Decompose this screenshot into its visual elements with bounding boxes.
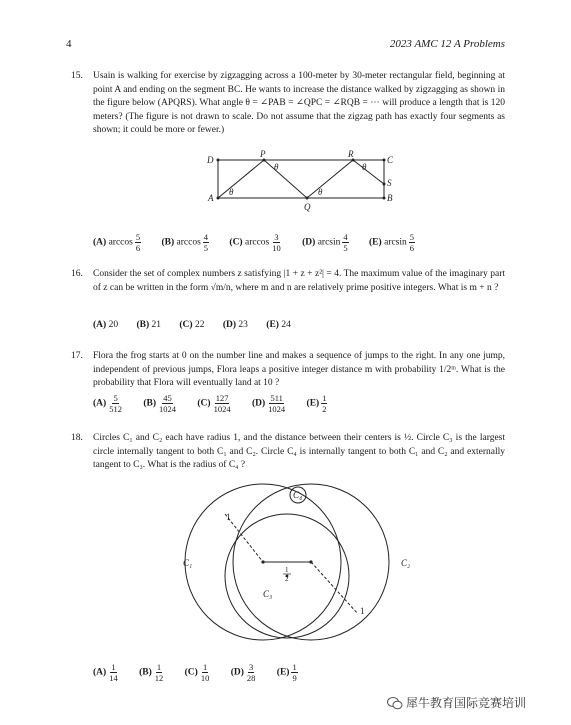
- label-r: R: [348, 149, 354, 159]
- problem-15: [71, 70, 505, 138]
- choice-15-d[interactable]: (D) arcsin $\frac{4}{5}$: [302, 232, 348, 253]
- choice-15-e[interactable]: (E) arcsin $\frac{5}{6}$: [369, 232, 414, 253]
- problem-text: Usain is walking for exercise by zigzagging across a 100-meter by 30-meter rectangular field, beginning at point A and ending on the segment BC. He wants to increase the distance walked by zigzagging as shown in the figure below (APQRS). What angle θ = ∠PAB = ∠QPC = ∠RQB = ⋯ will produce a length that is 120 meters? (The figure is not drawn to scale. Do not assume that the zigzag path has exactly four segments as shown; it could be more or fewer.): [93, 71, 505, 135]
- label-half-num: 1: [285, 566, 289, 574]
- choices-17: [93, 393, 513, 414]
- choice-17-b[interactable]: (B) $\frac{45}{1024}$: [143, 393, 176, 414]
- problem-17: [71, 350, 505, 391]
- wechat-icon: [387, 697, 403, 710]
- problem-16: [71, 268, 505, 295]
- watermark: [387, 694, 526, 711]
- page-number: 4: [66, 38, 72, 50]
- problem-18: [71, 432, 505, 473]
- label-b: B: [387, 193, 393, 203]
- choice-17-c[interactable]: (C) $\frac{127}{1024}$: [197, 393, 231, 414]
- theta-r: θ: [362, 162, 367, 172]
- choice-17-d[interactable]: (D) $\frac{511}{1024}$: [251, 393, 286, 414]
- choice-16-c[interactable]: (C) 22: [179, 320, 205, 330]
- problem-text: Consider the set of complex numbers z satisfying |1 + z + z²| = 4. The maximum value of the imaginary part of z can be written in the form √m/n, where m and n are relatively prime positive integers. What is m + n ?: [93, 269, 505, 293]
- label-s: S: [387, 178, 392, 188]
- choice-16-d[interactable]: (D) 23: [222, 320, 248, 330]
- choices-16: [93, 320, 513, 330]
- problem-number: 15.: [71, 71, 83, 81]
- label-c4: C₄: [293, 490, 303, 500]
- problem-text: Circles C₁ and C₂ each have radius 1, and the distance between their centers is ½. Circle C₃ is the largest circle internally tangent to both C₁ and C₂. Circle C₄ is internally tangent to both C₁ and C₂ and externally tangent to C₃. What is the radius of C₄ ?: [93, 433, 505, 470]
- choice-15-c[interactable]: (C) arccos $\frac{3}{10}$: [229, 232, 281, 253]
- choice-15-b[interactable]: (B) arccos $\frac{4}{5}$: [161, 232, 209, 253]
- problem-number: 18.: [71, 433, 83, 443]
- theta-a: θ: [229, 187, 234, 197]
- choice-16-b[interactable]: (B) 21: [136, 320, 161, 330]
- choice-18-d[interactable]: (D) $\frac{3}{28}$: [230, 662, 256, 683]
- label-d: D: [207, 155, 214, 165]
- zigzag-figure: [200, 148, 400, 214]
- choice-16-e[interactable]: (E) 24: [266, 320, 291, 330]
- choice-18-c[interactable]: (C) $\frac{1}{10}$: [184, 662, 210, 683]
- label-p: P: [260, 149, 266, 159]
- choice-15-a[interactable]: (A) arccos $\frac{5}{6}$: [93, 232, 141, 253]
- choice-18-a[interactable]: (A) $\frac{1}{14}$: [93, 662, 118, 683]
- label-radius-1a: 1: [226, 512, 231, 522]
- label-c: C: [387, 155, 394, 165]
- label-radius-1b: 1: [360, 606, 365, 616]
- choice-18-b[interactable]: (B) $\frac{1}{12}$: [139, 662, 164, 683]
- choice-18-e[interactable]: (E) $\frac{1}{9}$: [276, 662, 297, 683]
- watermark-text: 犀牛教育国际竞赛培训: [406, 696, 527, 710]
- label-a: A: [208, 193, 214, 203]
- label-q: Q: [304, 202, 311, 212]
- page-header-title: 2023 AMC 12 A Problems: [389, 38, 505, 50]
- circles-figure: [170, 478, 410, 653]
- label-c2: C₂: [401, 558, 410, 568]
- problem-number: 16.: [71, 269, 83, 279]
- problem-text: Flora the frog starts at 0 on the number line and makes a sequence of jumps to the right. In any one jump, independent of previous jumps, Flora leaps a positive integer distance m with probability 1/2ᵐ. What is the probability that Flora will eventually land at 10 ?: [93, 351, 505, 388]
- choice-17-a[interactable]: (A) $\frac{5}{512}$: [93, 393, 122, 414]
- choices-18: [93, 662, 513, 683]
- label-c1: C₁: [183, 558, 193, 568]
- theta-p: θ: [274, 162, 279, 172]
- label-c3: C₃: [263, 589, 273, 599]
- choice-17-e[interactable]: (E) $\frac{1}{2}$: [306, 393, 327, 414]
- choice-16-a[interactable]: (A) 20: [93, 320, 119, 330]
- radius-c2-dashed: [311, 562, 358, 614]
- label-half-den: 2: [285, 575, 289, 583]
- choices-15: [93, 232, 513, 253]
- zigzag-path: [218, 160, 384, 198]
- problem-number: 17.: [71, 351, 83, 361]
- theta-q: θ: [318, 187, 323, 197]
